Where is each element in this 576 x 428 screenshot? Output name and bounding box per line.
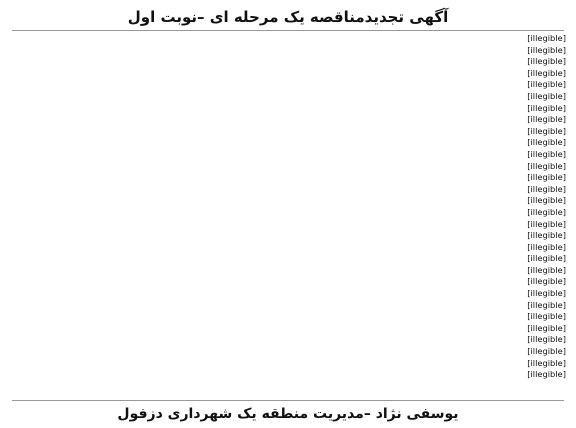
notice-title: آگهی تجدیدمناقصه یک مرحله ای –نوبت اول bbox=[12, 4, 564, 31]
notice-line: [illegible] bbox=[527, 311, 566, 322]
notice-line: [illegible] bbox=[527, 148, 566, 159]
notice-line: [illegible] bbox=[527, 253, 566, 264]
notice-line: [illegible] bbox=[527, 33, 566, 43]
notice-line: [illegible] bbox=[527, 90, 566, 101]
notice-line: [illegible] bbox=[527, 369, 566, 380]
notice-line: [illegible] bbox=[527, 218, 566, 229]
notice-line: [illegible] bbox=[527, 241, 566, 252]
notice-body bbox=[8, 31, 568, 393]
notice-line: [illegible] bbox=[527, 322, 566, 333]
notice-line: [illegible] bbox=[527, 264, 566, 275]
notice-line: [illegible] bbox=[527, 79, 566, 90]
notice-line: [illegible] bbox=[527, 195, 566, 206]
notice-line: [illegible] bbox=[527, 183, 566, 194]
notice-line: [illegible] bbox=[527, 114, 566, 125]
notice-line: [illegible] bbox=[527, 172, 566, 183]
notice-line: [illegible] bbox=[527, 125, 566, 136]
notice-line: [illegible] bbox=[527, 206, 566, 217]
notice-line: [illegible] bbox=[527, 357, 566, 368]
notice-line: [illegible] bbox=[527, 44, 566, 55]
notice-line: [illegible] bbox=[527, 102, 566, 113]
notice-footer: یوسفی نژاد –مدیریت منطقه یک شهرداری دزفول bbox=[12, 400, 564, 422]
notice-line: [illegible] bbox=[527, 288, 566, 299]
notice-line: [illegible] bbox=[527, 346, 566, 357]
notice-line: [illegible] bbox=[527, 299, 566, 310]
notice-line: [illegible] bbox=[527, 276, 566, 287]
notice-line: [illegible] bbox=[527, 230, 566, 241]
notice-line: [illegible] bbox=[527, 56, 566, 67]
notice-line: [illegible] bbox=[527, 67, 566, 78]
notice-line: [illegible] bbox=[527, 334, 566, 345]
notice-line: [illegible] bbox=[527, 137, 566, 148]
notice-line: [illegible] bbox=[527, 160, 566, 171]
